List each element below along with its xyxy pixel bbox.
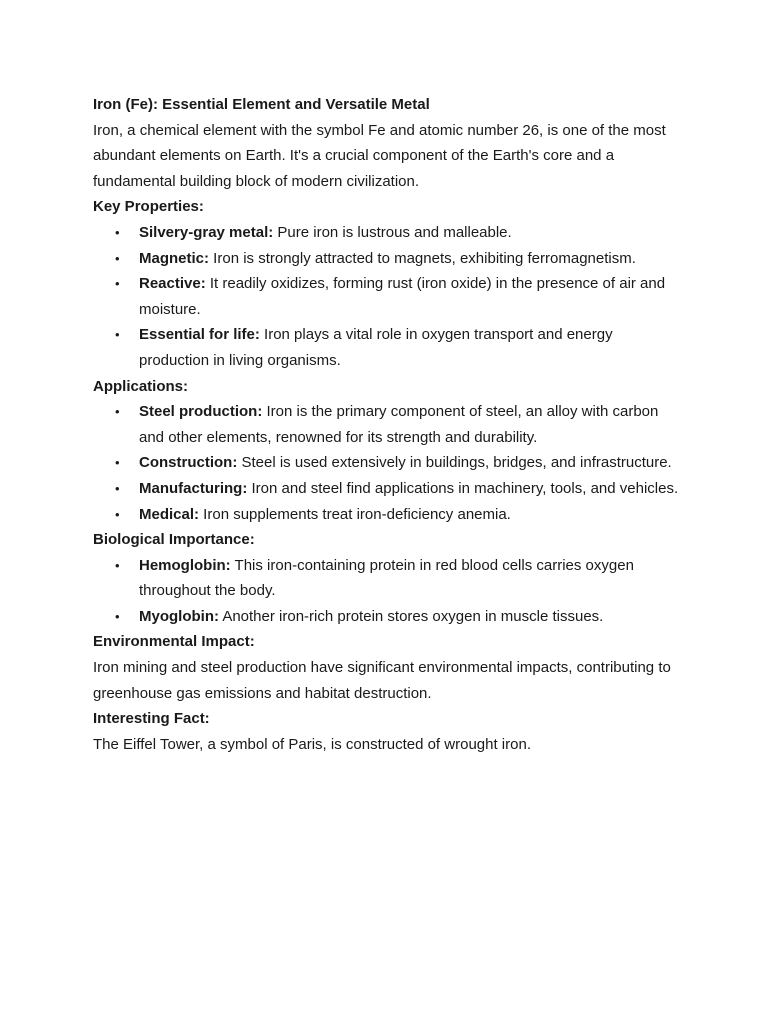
bullet-icon: • (115, 506, 120, 522)
item-term: Essential for life: (139, 326, 260, 344)
item-term: Reactive: (139, 275, 206, 293)
item-text: Iron is the primary component of steel, an alloy with carbon and other elements, renowned for its strength and durability. (139, 403, 659, 446)
item-text: Pure iron is lustrous and malleable. (273, 223, 512, 241)
biological-importance-heading: Biological Importance: (93, 531, 255, 549)
biological-importance-list (93, 553, 683, 630)
list-item (93, 399, 683, 450)
key-properties-list (93, 220, 683, 374)
list-item (93, 502, 683, 528)
bullet-icon: • (115, 276, 120, 292)
list-item (93, 220, 683, 246)
key-properties-heading: Key Properties: (93, 198, 204, 216)
item-text: Iron supplements treat iron-deficiency anemia. (199, 505, 511, 523)
bullet-icon: • (115, 608, 120, 624)
list-item (93, 450, 683, 476)
applications-list (93, 399, 683, 527)
interesting-fact-paragraph: The Eiffel Tower, a symbol of Paris, is constructed of wrought iron. (93, 735, 531, 753)
list-item (93, 246, 683, 272)
item-term: Hemoglobin: (139, 556, 231, 574)
list-item (93, 322, 683, 373)
bullet-icon: • (115, 455, 120, 471)
list-item (93, 476, 683, 502)
bullet-icon: • (115, 327, 120, 343)
applications-heading: Applications: (93, 377, 189, 395)
item-text: Iron is strongly attracted to magnets, exhibiting ferromagnetism. (209, 249, 636, 267)
item-term: Medical: (139, 505, 200, 523)
interesting-fact-heading: Interesting Fact: (93, 710, 210, 728)
bullet-icon: • (115, 480, 120, 496)
item-term: Steel production: (139, 403, 263, 421)
item-term: Silvery-gray metal: (139, 223, 274, 241)
bullet-icon: • (115, 557, 120, 573)
environmental-impact-paragraph: Iron mining and steel production have significant environmental impacts, contributing to greenhouse gas emissions and habitat destruction. (93, 659, 671, 702)
document-title: Iron (Fe): Essential Element and Versatile Metal (93, 96, 430, 113)
intro-paragraph: Iron, a chemical element with the symbol Fe and atomic number 26, is one of the most abundant elements on Earth. It's a crucial component of the Earth's core and a fundamental building block of modern civilization. (93, 121, 666, 190)
document-body (93, 92, 683, 757)
item-term: Manufacturing: (139, 479, 248, 497)
item-term: Myoglobin: (139, 607, 219, 625)
item-text: Iron plays a vital role in oxygen transport and energy production in living organisms. (139, 326, 613, 369)
bullet-icon: • (115, 224, 120, 240)
item-text: This iron-containing protein in red blood cells carries oxygen throughout the body. (139, 556, 634, 600)
item-term: Magnetic: (139, 249, 210, 267)
list-item (93, 271, 683, 322)
bullet-icon: • (115, 404, 120, 420)
item-text: Iron and steel find applications in machinery, tools, and vehicles. (247, 479, 679, 497)
item-text: Another iron-rich protein stores oxygen in muscle tissues. (218, 607, 604, 625)
item-text: It readily oxidizes, forming rust (iron oxide) in the presence of air and moisture. (139, 275, 666, 318)
item-term: Construction: (139, 454, 238, 472)
item-text: Steel is used extensively in buildings, bridges, and infrastructure. (237, 454, 672, 472)
list-item (93, 553, 683, 604)
list-item (93, 604, 683, 630)
environmental-impact-heading: Environmental Impact: (93, 633, 255, 651)
bullet-icon: • (115, 250, 120, 266)
